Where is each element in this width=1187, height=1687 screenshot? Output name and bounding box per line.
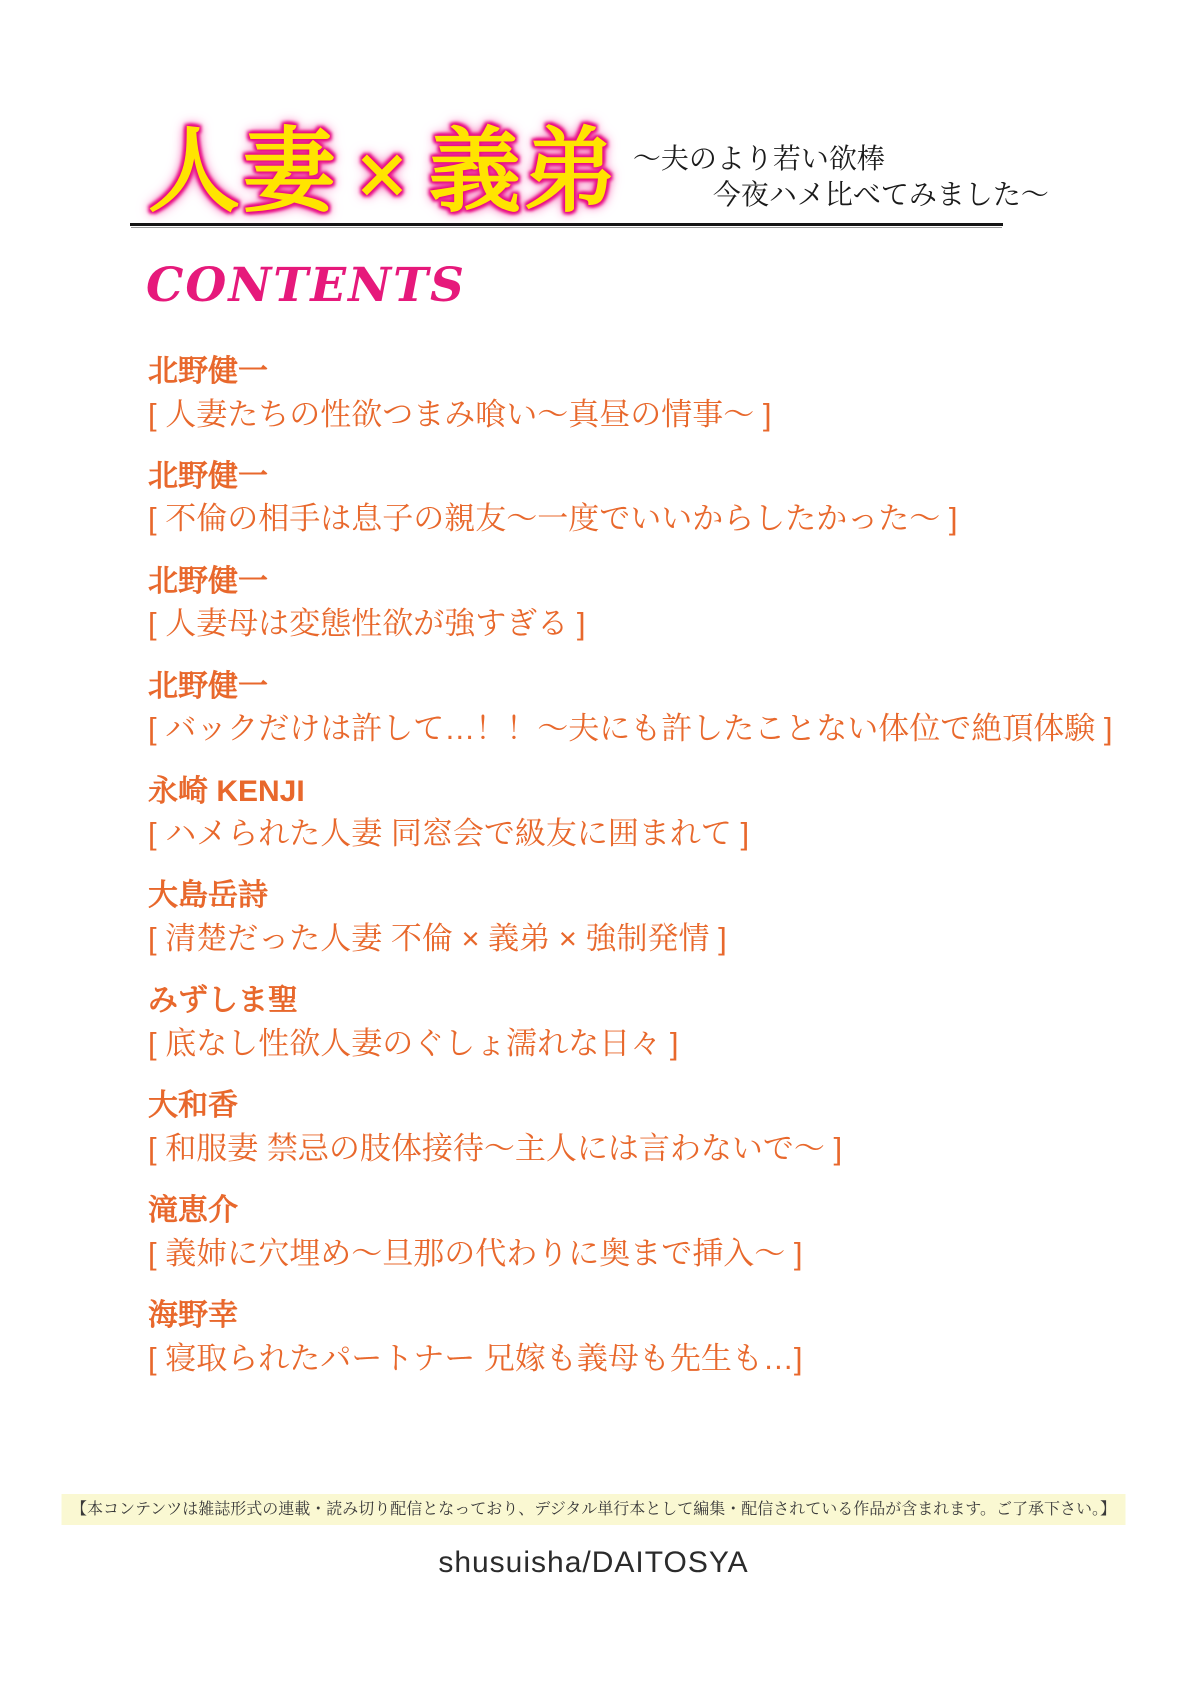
entry-author: 海野幸 <box>148 1299 238 1333</box>
entry-title: [ 清楚だった人妻 不倫 × 義弟 × 強制発情 ] <box>148 920 727 956</box>
logo-row <box>130 117 1049 225</box>
toc-entry <box>148 1086 1128 1170</box>
entry-author: 滝恵介 <box>148 1194 238 1228</box>
toc-entry <box>148 876 1128 960</box>
toc-entry <box>148 1191 1128 1275</box>
title-header <box>130 117 1049 226</box>
logo-x: × <box>352 131 415 214</box>
entry-author: 永崎 KENJI <box>148 774 305 808</box>
toc-entry <box>148 352 1128 436</box>
entry-author: 大和香 <box>148 1089 238 1123</box>
entry-title: [ 不倫の相手は息子の親友～一度でいいからしたかった～ ] <box>148 501 958 537</box>
toc-entry <box>148 772 1128 856</box>
logo-left-text: 人妻 <box>148 117 339 225</box>
entry-author: 北野健一 <box>148 564 268 598</box>
toc-entry <box>148 562 1128 646</box>
toc-entry <box>148 667 1128 751</box>
entry-title: [ 人妻母は変態性欲が強すぎる ] <box>148 606 586 642</box>
content-notice: 【本コンテンツは雑誌形式の連載・読み切り配信となっており、デジタル単行本として編集・配信されている作品が含まれます。ご了承下さい。】 <box>61 1494 1126 1525</box>
entry-title: [ 底なし性欲人妻のぐしょ濡れな日々 ] <box>148 1025 679 1061</box>
entry-author: 北野健一 <box>148 459 268 493</box>
entry-author: みずしま聖 <box>148 984 298 1018</box>
toc-list <box>148 352 1128 1401</box>
entry-author: 北野健一 <box>148 669 268 703</box>
entry-title: [ ハメられた人妻 同窓会で級友に囲まれて ] <box>148 816 750 852</box>
contents-heading: CONTENTS <box>146 258 466 313</box>
entry-title: [ 和服妻 禁忌の肢体接待～主人には言わないで～ ] <box>148 1130 843 1166</box>
tagline-line1: ～夫のより若い欲棒 <box>632 141 885 175</box>
logo-right-text: 義弟 <box>428 117 619 225</box>
entry-author: 北野健一 <box>148 355 268 388</box>
logo-tagline <box>633 141 1049 214</box>
entry-title: [ バックだけは許して…！！～夫にも許したことない体位で絶頂体験 ] <box>148 711 1113 747</box>
tagline-line2: 今夜ハメ比べてみました～ <box>712 178 1049 211</box>
entry-title: [ 義姉に穴埋め～旦那の代わりに奥まで挿入～ ] <box>148 1235 803 1271</box>
toc-entry <box>148 457 1128 541</box>
publisher-credit: shusuisha/DAITOSYA <box>438 1546 749 1579</box>
entry-author: 大島岳詩 <box>148 879 268 913</box>
entry-title: [ 寝取られたパートナー 兄嫁も義母も先生も…] <box>148 1340 803 1376</box>
toc-entry <box>148 981 1128 1065</box>
toc-entry <box>148 1296 1128 1380</box>
series-logo <box>130 117 619 225</box>
entry-title: [ 人妻たちの性欲つまみ喰い～真昼の情事～ ] <box>148 396 772 432</box>
